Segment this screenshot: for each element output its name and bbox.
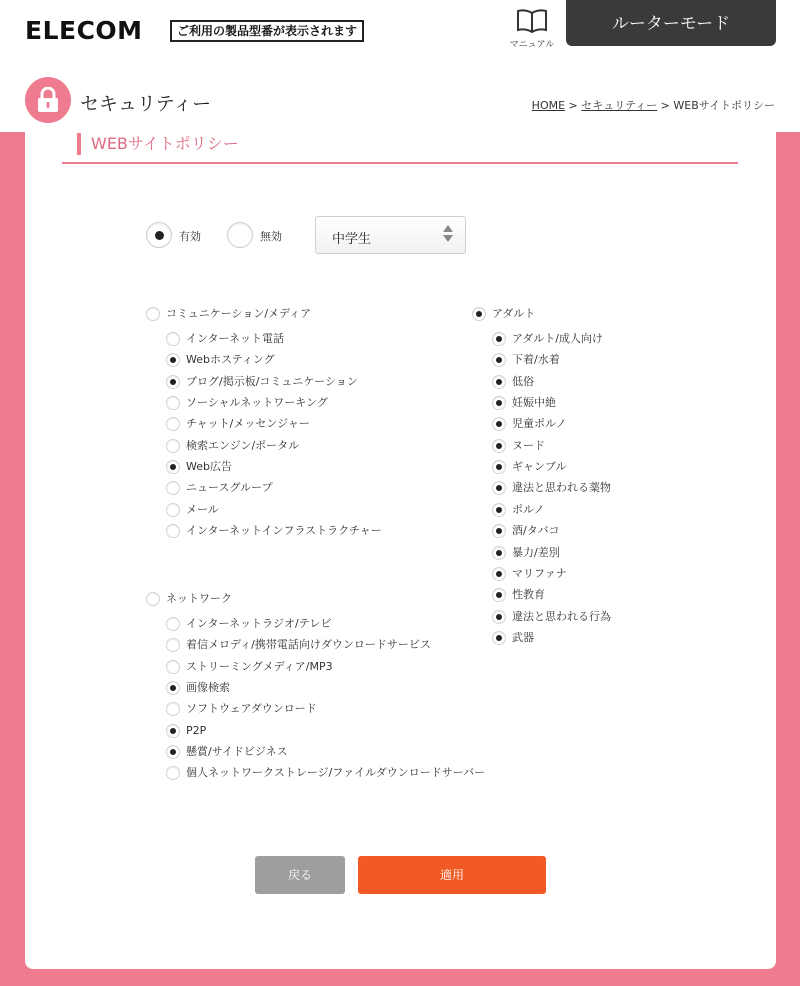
breadcrumb-separator: > bbox=[657, 99, 674, 112]
content-panel bbox=[25, 132, 776, 969]
apply-button[interactable]: 適用 bbox=[358, 856, 546, 894]
category-item-network-radio[interactable] bbox=[166, 617, 180, 631]
subtitle-divider bbox=[62, 162, 738, 164]
manual-link[interactable] bbox=[508, 8, 556, 50]
category-item-adult-label: 低俗 bbox=[512, 374, 534, 388]
enable-label: 有効 bbox=[179, 230, 201, 243]
category-item-adult-radio[interactable] bbox=[492, 396, 506, 410]
category-header-network-label: ネットワーク bbox=[166, 592, 232, 605]
category-item-communication-label: ブログ/掲示板/コミュニケーション bbox=[186, 374, 358, 388]
category-item-communication-label: Webホスティング bbox=[186, 353, 275, 367]
category-item-adult-radio[interactable] bbox=[492, 567, 506, 581]
category-item-adult-radio[interactable] bbox=[492, 610, 506, 624]
category-item-communication-label: インターネット電話 bbox=[186, 332, 285, 345]
category-item-communication-label: Web広告 bbox=[186, 460, 232, 474]
category-item-network-label: ソフトウェアダウンロード bbox=[186, 702, 317, 716]
category-item-communication-label: 検索エンジン/ポータル bbox=[186, 438, 300, 452]
category-item-network-radio[interactable] bbox=[166, 681, 180, 695]
category-header-network-radio[interactable] bbox=[146, 592, 160, 606]
category-item-adult-label: アダルト/成人向け bbox=[512, 332, 603, 345]
category-item-network-label: 着信メロディ/携帯電話向けダウンロードサービス bbox=[186, 638, 431, 652]
category-item-network-label: 個人ネットワークストレージ/ファイルダウンロードサーバー bbox=[186, 766, 486, 780]
category-item-communication-label: ニュースグループ bbox=[186, 481, 273, 495]
category-item-adult-label: ギャンブル bbox=[512, 460, 567, 474]
category-header-adult-radio[interactable] bbox=[472, 307, 486, 321]
category-item-communication-radio[interactable] bbox=[166, 332, 180, 346]
category-item-communication-label: メール bbox=[186, 502, 219, 516]
page-subtitle: WEBサイトポリシー bbox=[77, 133, 239, 155]
router-mode-button[interactable]: ルーターモード bbox=[566, 0, 776, 46]
category-item-adult-radio[interactable] bbox=[492, 503, 506, 517]
disable-radio[interactable] bbox=[227, 222, 253, 248]
category-item-communication-radio[interactable] bbox=[166, 460, 180, 474]
category-item-communication-label: インターネットインフラストラクチャー bbox=[186, 524, 382, 538]
lock-icon-badge bbox=[25, 77, 71, 123]
enable-radio[interactable] bbox=[146, 222, 172, 248]
category-item-network-radio[interactable] bbox=[166, 660, 180, 674]
disable-label: 無効 bbox=[260, 230, 282, 243]
category-item-network-radio[interactable] bbox=[166, 745, 180, 759]
updown-arrows-icon bbox=[443, 225, 453, 242]
category-header-adult-label: アダルト bbox=[492, 307, 536, 320]
breadcrumb-separator: > bbox=[565, 99, 582, 112]
category-item-adult-radio[interactable] bbox=[492, 631, 506, 645]
category-item-adult-radio[interactable] bbox=[492, 439, 506, 453]
breadcrumb-home[interactable]: HOME bbox=[531, 99, 566, 112]
category-item-communication-label: チャット/メッセンジャー bbox=[186, 417, 310, 431]
category-item-network-label: P2P bbox=[186, 723, 207, 737]
category-item-adult-radio[interactable] bbox=[492, 546, 506, 560]
category-item-communication-radio[interactable] bbox=[166, 439, 180, 453]
model-notice: ご利用の製品型番が表示されます bbox=[170, 20, 364, 42]
manual-label: マニュアル bbox=[509, 40, 555, 50]
category-item-adult-radio[interactable] bbox=[492, 332, 506, 346]
category-item-adult-label: 武器 bbox=[512, 630, 534, 644]
preset-select-value: 中学生 bbox=[332, 232, 372, 247]
breadcrumb-security[interactable]: セキュリティー bbox=[581, 99, 658, 112]
category-item-communication-radio[interactable] bbox=[166, 503, 180, 517]
category-item-adult-label: ポルノ bbox=[512, 502, 545, 516]
category-item-adult-label: マリファナ bbox=[512, 566, 567, 580]
category-item-adult-radio[interactable] bbox=[492, 375, 506, 389]
book-icon bbox=[516, 8, 548, 34]
category-item-network-label: インターネットラジオ/テレビ bbox=[186, 617, 332, 630]
category-item-adult-label: ヌード bbox=[512, 438, 545, 452]
category-item-adult-label: 酒/タバコ bbox=[512, 524, 560, 538]
breadcrumb-current: WEBサイトポリシー bbox=[673, 99, 775, 112]
category-header-communication-label: コミュニケーション/メディア bbox=[166, 307, 312, 320]
category-item-adult-radio[interactable] bbox=[492, 460, 506, 474]
category-item-network-radio[interactable] bbox=[166, 724, 180, 738]
category-item-adult-label: 違法と思われる行為 bbox=[512, 609, 611, 623]
category-item-network-label: 画像検索 bbox=[186, 681, 230, 695]
category-item-adult-label: 妊娠中絶 bbox=[512, 396, 556, 410]
category-header-communication-radio[interactable] bbox=[146, 307, 160, 321]
section-title: セキュリティー bbox=[80, 93, 212, 115]
category-item-communication-radio[interactable] bbox=[166, 375, 180, 389]
category-item-communication-label: ソーシャルネットワーキング bbox=[186, 396, 328, 410]
back-button[interactable]: 戻る bbox=[255, 856, 345, 894]
category-item-adult-label: 児童ポルノ bbox=[512, 417, 567, 431]
lock-icon bbox=[37, 87, 59, 113]
elecom-logo[interactable]: ELECOM bbox=[25, 16, 143, 45]
top-header bbox=[0, 0, 800, 132]
category-item-adult-label: 性教育 bbox=[512, 588, 545, 602]
category-item-adult-label: 下着/水着 bbox=[512, 353, 560, 367]
category-item-adult-label: 違法と思われる薬物 bbox=[512, 481, 611, 495]
preset-select[interactable] bbox=[315, 216, 466, 254]
category-item-network-label: ストリーミングメディア/MP3 bbox=[186, 659, 333, 673]
category-item-network-label: 懸賞/サイドビジネス bbox=[186, 745, 288, 759]
category-item-communication-radio[interactable] bbox=[166, 396, 180, 410]
breadcrumb bbox=[532, 97, 775, 113]
category-item-adult-label: 暴力/差別 bbox=[512, 545, 560, 559]
